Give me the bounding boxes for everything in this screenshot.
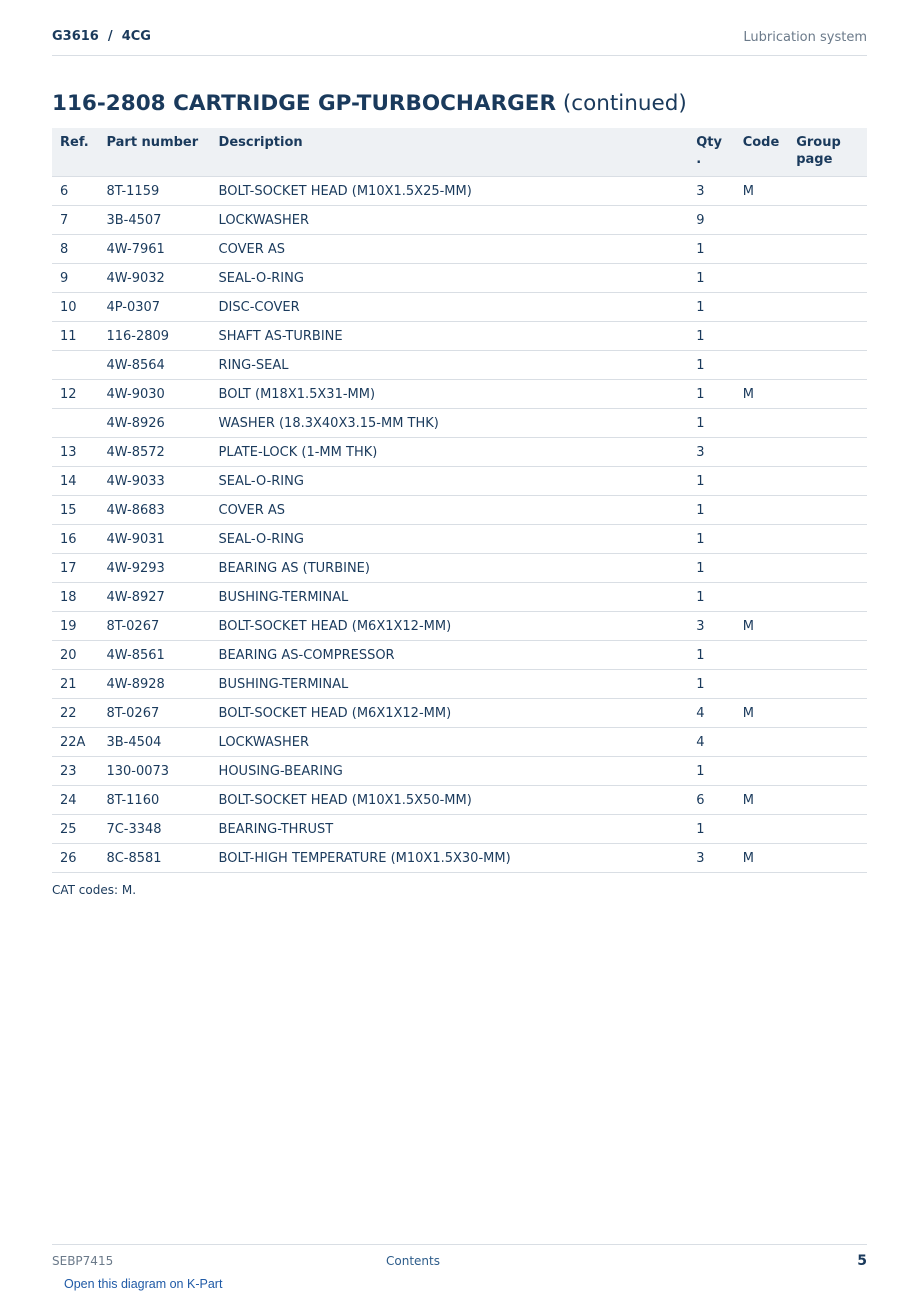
cell-code: M [735,699,789,728]
table-row [52,612,867,641]
cell-qty: 1 [688,467,734,496]
cell-group-page [788,670,867,699]
page-header [52,28,867,56]
table-row [52,670,867,699]
cell-qty: 3 [688,844,734,873]
cell-code [735,264,789,293]
cell-qty: 6 [688,786,734,815]
cell-qty: 1 [688,670,734,699]
table-row [52,438,867,467]
cell-ref: 8 [52,235,98,264]
table-row [52,815,867,844]
cell-group-page [788,206,867,235]
cell-part-number: 3B-4507 [98,206,210,235]
table-row [52,757,867,786]
table-row [52,467,867,496]
table-row [52,380,867,409]
cell-part-number: 4W-9033 [98,467,210,496]
cell-description: BOLT-SOCKET HEAD (M6X1X12-MM) [211,612,689,641]
table-row [52,699,867,728]
table-row [52,264,867,293]
title-suffix: (continued) [562,91,687,116]
cell-qty: 1 [688,496,734,525]
cell-ref: 21 [52,670,98,699]
cell-description: PLATE-LOCK (1-MM THK) [211,438,689,467]
cell-ref [52,351,98,380]
cell-group-page [788,554,867,583]
table-row [52,525,867,554]
cell-ref: 22A [52,728,98,757]
cell-code [735,496,789,525]
table-row [52,728,867,757]
cell-group-page [788,612,867,641]
cell-description: SEAL-O-RING [211,525,689,554]
table-row [52,844,867,873]
cell-qty: 1 [688,525,734,554]
cell-part-number: 130-0073 [98,757,210,786]
table-row [52,583,867,612]
cell-description: COVER AS [211,235,689,264]
cell-code: M [735,844,789,873]
cell-part-number: 4W-9031 [98,525,210,554]
cell-group-page [788,380,867,409]
cell-part-number: 4W-8561 [98,641,210,670]
cell-code [735,322,789,351]
cell-ref [52,409,98,438]
cell-part-number: 4P-0307 [98,293,210,322]
cell-ref: 11 [52,322,98,351]
cat-codes-note: CAT codes: M. [52,883,137,897]
cell-group-page [788,235,867,264]
cell-group-page [788,699,867,728]
cell-description: WASHER (18.3X40X3.15-MM THK) [211,409,689,438]
cell-code [735,409,789,438]
cell-ref: 22 [52,699,98,728]
cell-qty: 3 [688,438,734,467]
cell-description: LOCKWASHER [211,728,689,757]
page-footer [52,1244,867,1291]
cell-ref: 12 [52,380,98,409]
cell-code: M [735,380,789,409]
cell-code: M [735,612,789,641]
cell-qty: 1 [688,815,734,844]
cell-ref: 7 [52,206,98,235]
cell-ref: 17 [52,554,98,583]
cell-part-number: 4W-8564 [98,351,210,380]
column-header-code: Code [735,128,789,177]
cell-ref: 16 [52,525,98,554]
cell-qty: 1 [688,351,734,380]
table-row [52,293,867,322]
table-row [52,177,867,206]
column-header-description: Description [211,128,689,177]
document-id: SEBP7415 [52,1254,114,1268]
table-row [52,351,867,380]
cell-code [735,728,789,757]
cell-description: RING-SEAL [211,351,689,380]
cell-code [735,583,789,612]
table-row [52,554,867,583]
cell-code [735,467,789,496]
section-name: Lubrication system [743,30,867,45]
cell-qty: 1 [688,757,734,786]
cell-code [735,438,789,467]
table-row [52,641,867,670]
model-code: G3616 / 4CG [52,29,151,44]
cell-description: BOLT-SOCKET HEAD (M10X1.5X50-MM) [211,786,689,815]
cell-group-page [788,757,867,786]
cell-part-number: 4W-7961 [98,235,210,264]
cell-description: BEARING-THRUST [211,815,689,844]
column-header-part-number: Part number [98,128,210,177]
cell-part-number: 4W-8683 [98,496,210,525]
contents-link[interactable]: Contents [386,1254,440,1268]
cell-group-page [788,728,867,757]
cell-qty: 3 [688,177,734,206]
column-header-ref: Ref. [52,128,98,177]
cell-description: HOUSING-BEARING [211,757,689,786]
cell-part-number: 8T-0267 [98,612,210,641]
cell-code [735,351,789,380]
cell-qty: 1 [688,264,734,293]
cell-qty: 1 [688,293,734,322]
cell-description: SEAL-O-RING [211,264,689,293]
cell-code: M [735,177,789,206]
cell-group-page [788,641,867,670]
cell-qty: 4 [688,728,734,757]
header-row [52,128,867,177]
cell-group-page [788,264,867,293]
cell-part-number: 4W-9032 [98,264,210,293]
cell-ref: 6 [52,177,98,206]
table-row [52,786,867,815]
cell-ref: 10 [52,293,98,322]
table-row [52,322,867,351]
open-kpart-link[interactable]: Open this diagram on K-Part [64,1277,223,1291]
cell-code [735,641,789,670]
page-title [52,90,687,118]
cell-qty: 1 [688,322,734,351]
cell-part-number: 8T-1160 [98,786,210,815]
cell-group-page [788,496,867,525]
cell-description: BEARING AS (TURBINE) [211,554,689,583]
cell-description: BEARING AS-COMPRESSOR [211,641,689,670]
column-header-qty: Qty . [688,128,734,177]
cell-part-number: 4W-8927 [98,583,210,612]
cell-group-page [788,583,867,612]
title-main: 116-2808 CARTRIDGE GP-TURBOCHARGER [52,91,557,116]
cell-ref: 13 [52,438,98,467]
cell-group-page [788,293,867,322]
cell-part-number: 4W-9030 [98,380,210,409]
cell-description: BOLT-SOCKET HEAD (M6X1X12-MM) [211,699,689,728]
cell-code [735,670,789,699]
cell-part-number: 4W-8928 [98,670,210,699]
cell-ref: 15 [52,496,98,525]
cell-description: DISC-COVER [211,293,689,322]
page-number: 5 [857,1253,867,1269]
cell-ref: 18 [52,583,98,612]
table-row [52,235,867,264]
cell-description: BOLT-SOCKET HEAD (M10X1.5X25-MM) [211,177,689,206]
cell-qty: 3 [688,612,734,641]
cell-qty: 1 [688,380,734,409]
cell-part-number: 8C-8581 [98,844,210,873]
cell-ref: 9 [52,264,98,293]
cell-description: SHAFT AS-TURBINE [211,322,689,351]
cell-part-number: 4W-8926 [98,409,210,438]
cell-code [735,525,789,554]
cell-description: BUSHING-TERMINAL [211,583,689,612]
cell-description: BOLT-HIGH TEMPERATURE (M10X1.5X30-MM) [211,844,689,873]
cell-qty: 1 [688,583,734,612]
cell-description: BUSHING-TERMINAL [211,670,689,699]
cell-group-page [788,815,867,844]
cell-code [735,554,789,583]
cell-code: M [735,786,789,815]
cell-ref: 23 [52,757,98,786]
cell-group-page [788,351,867,380]
cell-group-page [788,467,867,496]
cell-part-number: 3B-4504 [98,728,210,757]
parts-table-header [52,128,867,177]
cell-description: LOCKWASHER [211,206,689,235]
cell-description: BOLT (M18X1.5X31-MM) [211,380,689,409]
cell-group-page [788,844,867,873]
cell-group-page [788,525,867,554]
cell-qty: 9 [688,206,734,235]
cell-part-number: 8T-0267 [98,699,210,728]
cell-code [735,815,789,844]
cell-part-number: 4W-9293 [98,554,210,583]
cell-group-page [788,786,867,815]
cell-ref: 14 [52,467,98,496]
cell-ref: 19 [52,612,98,641]
cell-qty: 1 [688,235,734,264]
cell-qty: 4 [688,699,734,728]
cell-group-page [788,438,867,467]
cell-qty: 1 [688,641,734,670]
cell-qty: 1 [688,554,734,583]
cell-part-number: 4W-8572 [98,438,210,467]
table-row [52,206,867,235]
document-page [52,0,867,1300]
cell-code [735,235,789,264]
cell-group-page [788,409,867,438]
column-header-group-page: Group page [788,128,867,177]
cell-description: SEAL-O-RING [211,467,689,496]
table-row [52,496,867,525]
cell-ref: 25 [52,815,98,844]
cell-ref: 20 [52,641,98,670]
table-row [52,409,867,438]
parts-table-body [52,177,867,873]
cell-part-number: 8T-1159 [98,177,210,206]
cell-ref: 26 [52,844,98,873]
cell-description: COVER AS [211,496,689,525]
cell-group-page [788,177,867,206]
cell-code [735,293,789,322]
cell-qty: 1 [688,409,734,438]
cell-group-page [788,322,867,351]
cell-ref: 24 [52,786,98,815]
cell-code [735,757,789,786]
parts-table [52,128,867,873]
cell-part-number: 7C-3348 [98,815,210,844]
cell-code [735,206,789,235]
cell-part-number: 116-2809 [98,322,210,351]
